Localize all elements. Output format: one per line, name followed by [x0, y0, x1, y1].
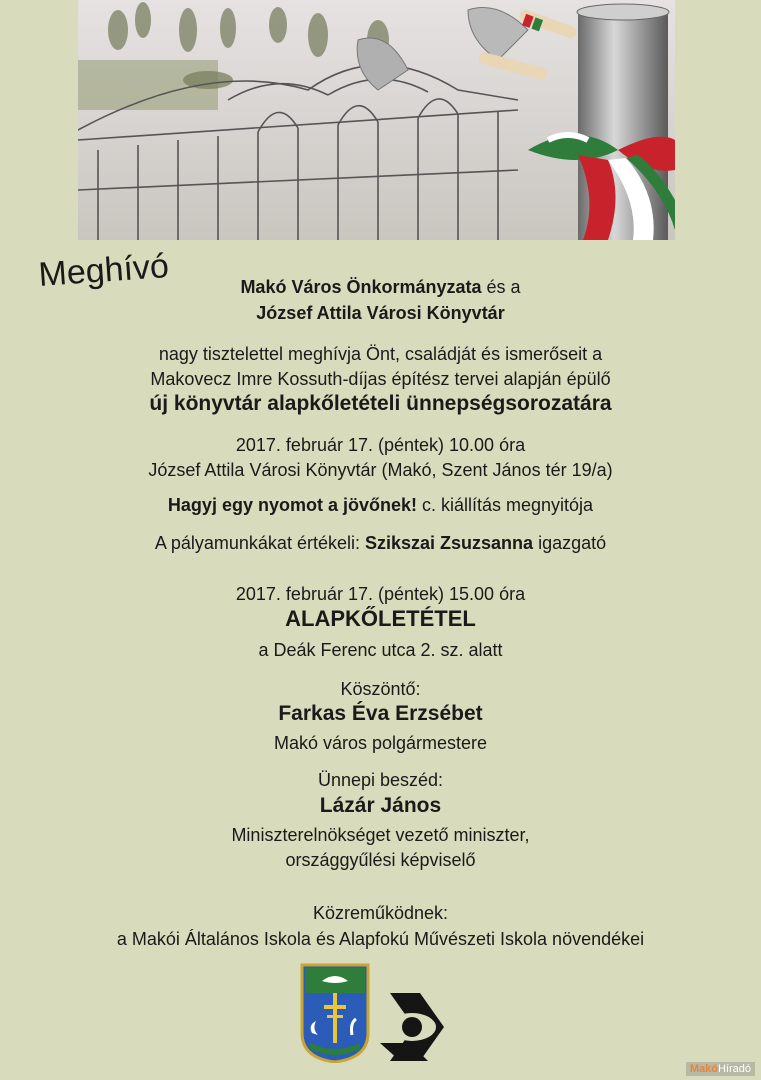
- watermark-part-2: Híradó: [717, 1063, 751, 1075]
- event-series-title: új könyvtár alapkőletételi ünnepségsorozatára: [149, 392, 612, 415]
- intro-line-1: nagy tisztelettel meghívja Önt, családját és ismerőseit a: [158, 344, 603, 364]
- event2-datetime: 2017. február 17. (péntek) 15.00 óra: [235, 584, 526, 604]
- event1-place: József Attila Városi Könyvtár (Makó, Szent János tér 19/a): [148, 460, 613, 480]
- judge-line: [0, 532, 761, 554]
- judge-prefix: A pályamunkákat értékeli:: [154, 533, 365, 553]
- speech-name: Lázár János: [319, 794, 442, 817]
- organizer-line-1: [0, 276, 761, 298]
- greeting-label: Köszöntő:: [340, 679, 421, 699]
- judge-name: Szikszai Zsuzsanna: [364, 533, 534, 553]
- logos: [300, 963, 450, 1068]
- speech-role-2: országgyűlési képviselő: [285, 850, 476, 870]
- event2-title: ALAPKŐLETÉTEL: [285, 606, 476, 631]
- greeting-role: Makó város polgármestere: [273, 733, 488, 753]
- judge-title: igazgató: [533, 533, 607, 553]
- watermark: [686, 1062, 755, 1076]
- exhibit-desc: c. kiállítás megnyitója: [416, 495, 594, 515]
- organizer-conjunction: és a: [481, 277, 521, 297]
- invitation-heading: Meghívó: [37, 246, 171, 295]
- contributors-label: Közreműködnek:: [312, 903, 449, 923]
- contributors-text: a Makói Általános Iskola és Alapfokú Művészeti Iskola növendékei: [116, 929, 645, 949]
- hero-illustration: [78, 0, 675, 240]
- event1-datetime: 2017. február 17. (péntek) 10.00 óra: [235, 435, 526, 455]
- organizer-library: József Attila Városi Könyvtár: [256, 303, 505, 323]
- speech-label: Ünnepi beszéd:: [317, 770, 444, 790]
- greeting-name: Farkas Éva Erzsébet: [278, 702, 483, 725]
- organizer-municipality: Makó Város Önkormányzata: [240, 277, 482, 297]
- speech-role-1: Miniszterelnökséget vezető miniszter,: [231, 825, 530, 845]
- intro-line-2: Makovecz Imre Kossuth-díjas építész tervei alapján épülő: [150, 369, 611, 389]
- coat-of-arms-icon: [300, 963, 450, 1063]
- hero-image: [78, 0, 675, 240]
- watermark-part-1: Makó: [689, 1063, 718, 1075]
- event2-place: a Deák Ferenc utca 2. sz. alatt: [258, 640, 503, 660]
- exhibit-line: [0, 494, 761, 516]
- exhibit-title: Hagyj egy nyomot a jövőnek!: [167, 495, 417, 515]
